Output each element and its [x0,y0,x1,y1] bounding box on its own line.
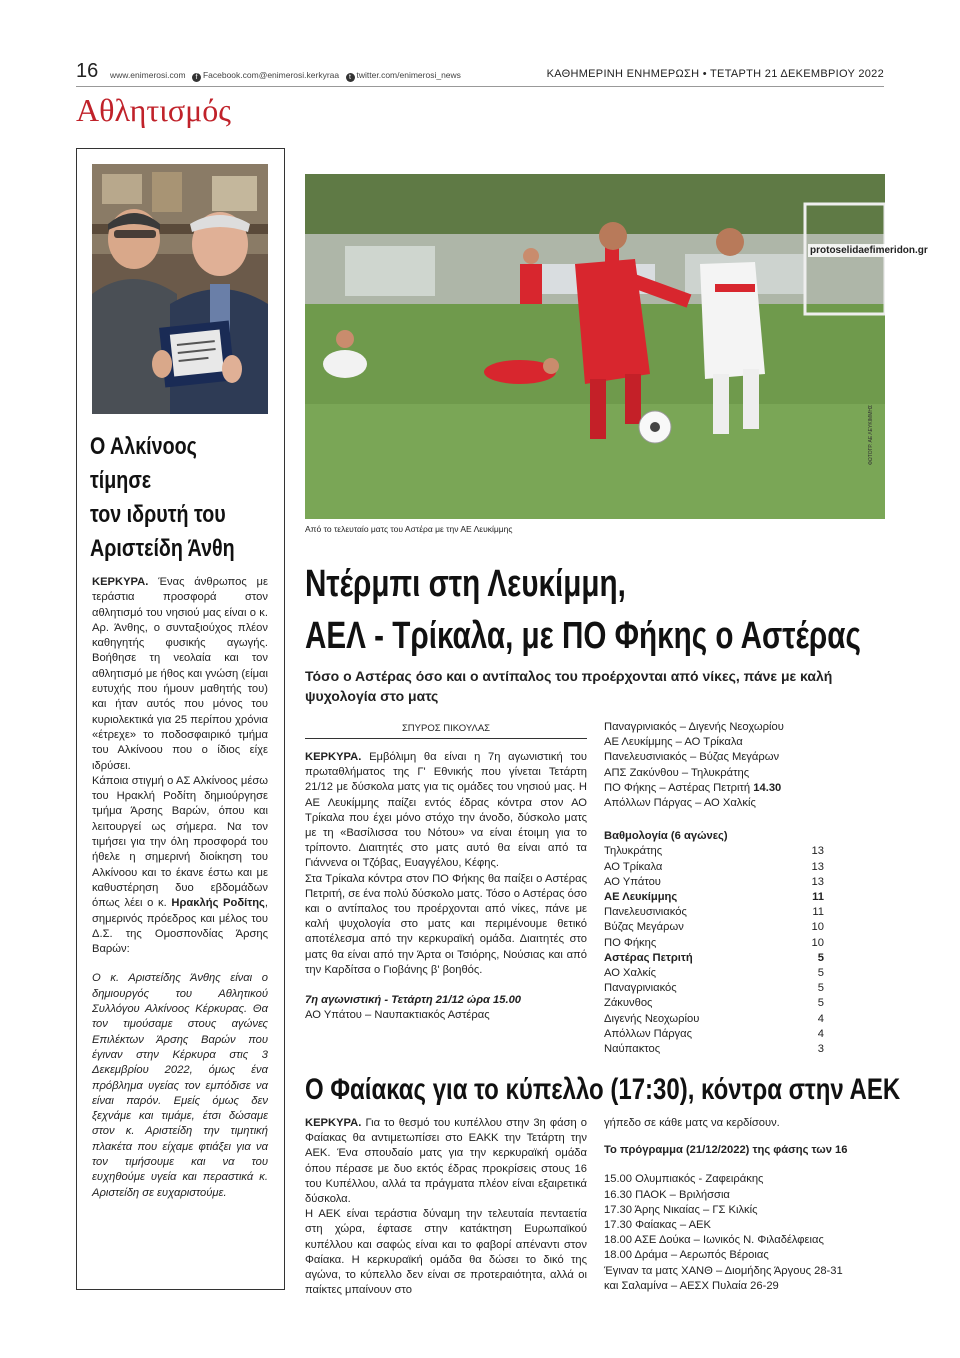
header-rule [76,86,884,87]
section-title: Αθλητισμός [76,92,231,128]
photo-caption: Από το τελευταίο ματς του Αστέρα με την ΑΕ Λευκίμμης [305,524,513,534]
body-paragraph [305,750,587,872]
schedule-item: 15.00 Ολυμπιακός - Ζαφειράκης [604,1173,764,1186]
byline: ΣΠΥΡΟΣ ΠΙΚΟΥΛΑΣ [305,723,587,739]
schedule-item: και Σαλαμίνα – ΑΕΣΧ Πυλαία 26-29 [604,1279,779,1292]
standings-title: Βαθμολογία (6 αγώνες) [604,830,728,843]
fixture: Απόλλων Πάργας – ΑΟ Χαλκίς [604,797,756,810]
standings-row: Ναύπακτος 3 [604,1043,824,1056]
standings-row: Απόλλων Πάργας 4 [604,1027,824,1040]
standings-row: Διγενής Νεοχωρίου 4 [604,1012,824,1025]
body-paragraph: Η ΑΕΚ είναι τεράστια δύναμη την τελευταία πενταετία στη χώρα, έφτασε στην κατάκτηση Ευρωπαϊκού κυπέλλου και σαφώς είναι και το φαβορί απέναντι στον Φαίακα. Η κερκυραϊκή ομάδα θα δώσει το δικό της αγώνα, το κύπελλο δεν είναι σε προτεραιότητα, αλλά οι παίκτες μπαίνουν στο [305,1208,587,1297]
fixture: ΑΕ Λευκίμμης – ΑΟ Τρίκαλα [604,736,743,749]
page-number: 16 [76,60,99,82]
body-text: Εμβόλιμη θα είναι η 7η αγωνιστική του πρωταθλήματος της Γ' Εθνικής που γίνεται Τετάρτη 21/12 με δύσκολα ματς για τις ομάδες του νησιού μας. Η ΑΕ Λευκίμμης παίζει εντός έδρας κόντρα στον ΑΟ Τρίκαλα που έχει μόνο στόχο την άνοδο, δύσκολο ματς με τη «Βασίλισσα του Νότου» να είναι έτοιμη για το τρίποντο. Διαιτητές στο ματς αυτό θα είναι από τα Γιάννενα οι Τζόβας, Ευαγγέλου, Κέφης. [305,751,587,870]
match-photo [305,174,885,519]
standings-row: ΑΕ Λευκίμμης 11 [604,891,824,904]
schedule-item: 17.30 Φαίακας – ΑΕΚ [604,1219,711,1232]
headline-line: ΑΕΛ - Τρίκαλα, με ΠΟ Φήκης ο Αστέρας [305,615,861,657]
website-link[interactable]: www.enimerosi.com [110,70,186,80]
headline-line: Ο Αλκίνοος [90,433,197,460]
dateline-lead: ΚΕΡΚΥΡΑ. [305,1117,362,1129]
award-photo [92,164,268,414]
header-links [110,70,461,82]
cup-headline: Ο Φαίακας για το κύπελλο (17:30), κόντρα στην ΑΕΚ [305,1073,901,1106]
standings-row: Πανελευσινιακός 11 [604,906,824,919]
fixture: ΑΟ Υπάτου – Ναυπακτιακός Αστέρας [305,1009,490,1022]
standings-row: Παναγρινιακός 5 [604,982,824,995]
photo-credit: ΦΩΤΟΓΡ. ΑΕ ΛΕΥΚΙΜΜΗΣ [868,404,874,465]
dateline-lead: ΚΕΡΚΥΡΑ. [305,751,362,763]
headline-line: Αριστείδη Άνθη [90,535,235,562]
fixture: Παναγρινιακός – Διγενής Νεοχωρίου [604,721,784,733]
facebook-icon: f [192,73,201,82]
schedule-item: 16.30 ΠΑΟΚ – Βριλήσσια [604,1188,730,1201]
body-text: Για το θεσμό του κυπέλλου στην 3η φάση ο Φαίακας θα αντιμετωπίσει στο ΕΑΚΚ την Τετάρτη την ΑΕΚ. Ένα σπουδαίο ματς για την κερκυραϊκή ομάδα όπου πέρασε με δυο εκτός έδρας προκρίσεις στους 16 του Κυπέλλου, αλλά τα πράγματα πλέον είναι εξαιρετικά δύσκολα. [305,1117,587,1206]
standings-row: ΑΟ Χαλκίς 5 [604,967,824,980]
sidebar-body [92,575,268,1201]
body-paragraph: Στα Τρίκαλα κόντρα στον ΠΟ Φήκης θα παίξει ο Αστέρας Πετριτή, σε ένα πολύ δύσκολο ματς. Τόσο ο Αστέρας όσο και ο αντίπαλος του προέρχονται από νίκες, πάνε με καλή ψυχολογία στο ματς και περιμένουμε θετικό αποτέλεσμα από την κερκυραϊκή ομάδα. Διαιτητές στο ματς θα είναι από την Άρτα οι Τσιόρης, Νούσιας και από την Καρδίτσα ο Γιοβάνης β' βοηθός. [305,872,587,976]
standings-row: Τηλυκράτης 13 [604,845,824,858]
headline-line: τον ιδρυτή του [90,501,226,528]
headline-line: τίμησε [90,467,152,494]
body-text: , σημερινός πρόεδρος και μέλος του Δ.Σ. της Ομοσπονδίας Άρσης Βαρών: [92,897,268,956]
page-header [76,60,884,84]
person-name: Ηρακλής Ροδίτης [171,897,265,910]
cup-body [305,1116,587,1298]
main-deck: Τόσο ο Αστέρας όσο και ο αντίπαλος του προέρχονται από νίκες, πάνε με καλή ψυχολογία στο ματς [305,668,833,704]
watermark: protoselidaefimeridon.gr [810,245,928,256]
body-text: Κάποια στιγμή ο ΑΣ Αλκίνοος μέσω του Ηρακλή Ροδίτη δημιούργησε τμήμα Άρσης Βαρών, όπου και λειτουργεί ως σήμερα. Να τον τιμήσει για την όλη προσφορά του ήθελε η σημερινή διοίκηση του Αλκίνοου και το έκανε έστω και με καθυστέρηση δυο εβδομάδων όπως λέει ο κ. [92,774,268,910]
body-text: Ένας άνθρωπος με τεράστια προσφορά στον αθλητισμό του νησιού μας είναι ο κ. Αρ. Άνθης, ο συνταξιούχος πλέον καθηγητής φυσικής αγωγής. Βοήθησε τη νεολαία και τον αθλητισμό με ήθος και γνώση (είμαι ευτυχής που ήμουν μαθητής του) και ήταν αυτός που μόνος του κυριολεκτικά για 25 περίπου χρόνια «έτρεχε» το ποδοσφαιρικό τμήμα του Αλκίνοου που ο ίδιος είχε ιδρύσει. [92,576,268,772]
fixture: ΑΠΣ Ζακύνθου – Τηλυκράτης [604,766,750,779]
headline-line: Ντέρμπι στη Λευκίμμη, [305,563,626,605]
standings-row: Βύζας Μεγάρων 10 [604,921,824,934]
schedule-item: 18.00 Δράμα – Αερωπός Βέροιας [604,1249,769,1262]
round-label: 7η αγωνιστική - Τετάρτη 21/12 ώρα 15.00 [305,994,522,1007]
quote-paragraph: Ο κ. Αριστείδης Άνθης είναι ο δημιουργός του Αθλητικού Συλλόγου Αλκίνοος Κέρκυρας. Θα τον τιμούσαμε στους αγώνες Επιλέκτων Άρσης Βαρών που έγιναν στην Κέρκυρα στις 3 Δεκεμβρίου 2022, όμως ένα πρόβλημα υγείας τον εμπόδισε να είναι παρόν. Εμείς όμως δεν ξεχνάμε και τιμάμε, έτσι δώσαμε στον κ. Αριστείδη την τιμητική πλακέτα που είχαμε φτιάξει για να τον τιμήσουμε και να του ευχηθούμε υγεία και περαστικά κ. Αριστείδη σε ευχαριστούμε. [92,972,268,1199]
body-paragraph [92,575,268,774]
cup-schedule [604,1116,886,1294]
schedule-title: Το πρόγραμμα (21/12/2022) της φάσης των 16 [604,1144,848,1157]
fixture-time: 14.30 [753,781,782,794]
schedule-item: 17.30 Άρης Νικαίας – ΓΣ Κιλκίς [604,1203,758,1216]
main-headline [305,558,861,662]
standings-row: Ζάκυνθος 5 [604,997,824,1010]
sidebar-headline [90,430,276,566]
schedule-item: Έγιναν τα ματς ΧΑΝΘ – Διομήδης Άργους 28-31 [604,1264,843,1277]
facebook-link[interactable]: Facebook.com@enimerosi.kerkyraa [202,70,340,80]
twitter-link[interactable]: twitter.com/enimerosi_news [356,70,461,80]
fixture: Πανελευσινιακός – Βύζας Μεγάρων [604,751,780,764]
standings-row: ΠΟ Φήκης 10 [604,936,824,949]
body-paragraph [92,774,268,958]
fixtures-and-standings [604,720,884,1057]
fixture [604,781,884,796]
standings-table [604,844,884,1057]
standings-row: Αστέρας Πετριτή 5 [604,951,824,964]
body-paragraph [305,1116,587,1207]
twitter-icon: t [346,73,355,82]
main-body [305,750,587,1023]
standings-row: ΑΟ Τρίκαλα 13 [604,860,824,873]
dateline: ΚΑΘΗΜΕΡΙΝΗ ΕΝΗΜΕΡΩΣΗ • ΤΕΤΑΡΤΗ 21 ΔΕΚΕΜΒΡΙΟΥ 2022 [546,68,884,80]
dateline-lead: ΚΕΡΚΥΡΑ. [92,576,149,588]
schedule-item: 18.00 ΑΣΕ Δούκα – Ιωνικός Ν. Φιλαδέλφειας [604,1234,824,1247]
fixture-text: ΠΟ Φήκης – Αστέρας Πετριτή [604,781,754,794]
body-paragraph: γήπεδο σε κάθε ματς να κερδίσουν. [604,1117,780,1129]
standings-row: ΑΟ Υπάτου 13 [604,875,824,888]
